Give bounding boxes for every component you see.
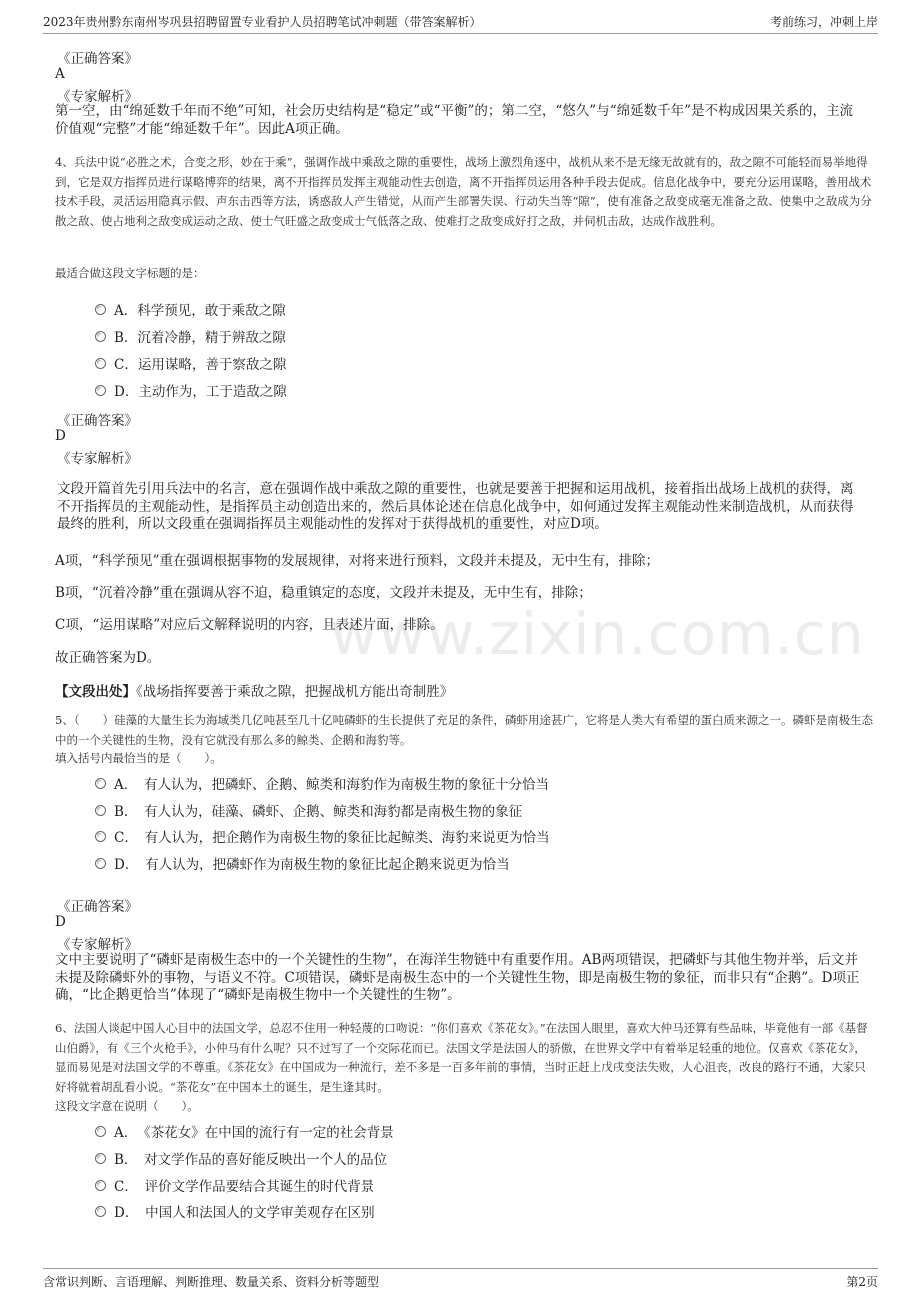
watermark: www.zixin.com.cn bbox=[330, 600, 865, 668]
q5-question: 填入括号内最恰当的是（ ）。 bbox=[55, 751, 222, 765]
q4-analysis-b: B项，“沉着冷静”重在强调从容不迫，稳重镇定的态度，文段并未提及，无中生有，排除； bbox=[55, 585, 592, 601]
page-header bbox=[43, 10, 878, 34]
q4-answer-label: 《正确答案》 bbox=[57, 413, 138, 429]
radio-icon[interactable] bbox=[95, 331, 106, 342]
q6-question: 这段文字意在说明（ ）。 bbox=[55, 1099, 199, 1113]
radio-icon[interactable] bbox=[95, 385, 106, 396]
q3-analysis-label: 《专家解析》 bbox=[57, 89, 138, 105]
q4-stem: 4、兵法中说“必胜之术，合变之形，妙在于乘”，强调作战中乘敌之隙的重要性，战场上激烈角逐中，战机从来不是无缘无故就有的，敌之隙不可能轻而易举地得到，它是双方指挥员进行谋略博弈的结果，离不开指挥员发挥主观能动性去创造，离不开指挥员运用各种手段去促成。信息化战争中，要充分运用谋略，善用战术技术手段，灵活运用隐真示假、声东击西等方法，诱惑敌人产生错觉，从而产生部署失误、行动失当等“隙”，使有准备之敌变成毫无准备之敌、使集中之敌成为分散之敌、使占地利之敌变成运动之敌、使士气旺盛之敌变成士气低落之敌、使难打之敌变成好打之敌，并伺机击敌，达成作战胜利。 bbox=[55, 155, 872, 228]
q5-stem: 5、（ ）硅藻的大量生长为海域类几亿吨甚至几十亿吨磷虾的生长提供了充足的条件，磷虾用途甚广，它将是人类大有希望的蛋白质来源之一。磷虾是南极生态中的一个关键性的生物，没有它就没有那么多的鲸类、企鹅和海豹等。 bbox=[55, 713, 874, 747]
page-number: 第2页 bbox=[846, 1275, 878, 1289]
q4-analysis: 文段开篇首先引用兵法中的名言，意在强调作战中乘敌之隙的重要性，也就是要善于把握和运用战机，接着指出战场上战机的获得，离不开指挥员的主观能动性，是指挥员主动创造出来的，然后具体论述在信息化战争中，如何通过发挥主观能动性来制造战机，从而获得最终的胜利，所以文段重在强调指挥员主观能动性的发挥对于获得战机的重要性，对应D项。 bbox=[57, 481, 854, 532]
q4-analysis-label: 《专家解析》 bbox=[57, 451, 138, 467]
q5-analysis-label: 《专家解析》 bbox=[57, 937, 138, 953]
q4-answer: D bbox=[55, 428, 66, 444]
radio-icon[interactable] bbox=[95, 778, 106, 789]
q3-answer: A bbox=[55, 66, 65, 82]
footer-topics: 含常识判断、言语理解、判断推理、数量关系、资料分析等题型 bbox=[43, 1275, 380, 1289]
q5-analysis: 文中主要说明了“磷虾是南极生态中的一个关键性的生物”，在海洋生物链中有重要作用。AB两项错误，把磷虾与其他生物并举，后文并未提及除磷虾外的事物，与语义不符。C项错误，磷虾是南极生态中的一个关键性生物，即是南极生物的象征，而非只有“企鹅”。D项正确，“比企鹅更恰当”体现了“磷虾是南极生物中一个关键性的生物”。 bbox=[55, 952, 860, 1003]
q4-analysis-a: A项，“科学预见”重在强调根据事物的发展规律，对将来进行预料，文段并未提及，无中生有，排除； bbox=[55, 553, 660, 569]
source-label: 【文段出处】 bbox=[55, 684, 136, 700]
radio-icon[interactable] bbox=[95, 1153, 106, 1164]
radio-icon[interactable] bbox=[95, 304, 106, 315]
radio-icon[interactable] bbox=[95, 831, 106, 842]
q5-answer: D bbox=[55, 914, 66, 930]
q4-source bbox=[55, 680, 453, 700]
q5-answer-label: 《正确答案》 bbox=[57, 899, 138, 915]
source-title: 《战场指挥要善于乘敌之隙，把握战机方能出奇制胜》 bbox=[136, 684, 454, 700]
radio-icon[interactable] bbox=[95, 1180, 106, 1191]
radio-icon[interactable] bbox=[95, 358, 106, 369]
q4-conclusion: 故正确答案为D。 bbox=[55, 650, 161, 666]
q4-analysis-c: C项，“运用谋略”对应后文解释说明的内容，且表述片面，排除。 bbox=[55, 617, 444, 633]
radio-icon[interactable] bbox=[95, 1206, 106, 1217]
document-title: 2023年贵州黔东南州岑巩县招聘留置专业看护人员招聘笔试冲刺题（带答案解析） bbox=[43, 15, 482, 29]
q3-analysis: 第一空，由“绵延数千年而不绝”可知，社会历史结构是“稳定”或“平衡”的；第二空，“悠久”与“绵延数千年”是不构成因果关系的，主流价值观“完整”才能“绵延数千年”。因此A项正确。 bbox=[55, 103, 854, 137]
header-slogan: 考前练习，冲刺上岸 bbox=[769, 15, 878, 29]
q3-answer-label: 《正确答案》 bbox=[57, 51, 138, 67]
radio-icon[interactable] bbox=[95, 858, 106, 869]
q6-stem: 6、法国人谈起中国人心目中的法国文学，总忍不住用一种轻蔑的口吻说：“你们喜欢《茶花女》。”在法国人眼里，喜欢大仲马还算有些品味，毕竟他有一部《基督山伯爵》，有《三个火枪手》，小仲马有什么呢？只不过写了一个交际花而已。法国文学是法国人的骄傲，在世界文学中有着举足轻重的地位。仅喜欢《茶花女》，显而易见是对法国文学的不尊重。《茶花女》在中国成为一种流行，差不多是一百多年前的事情，当时正赶上戊戌变法失败，人心沮丧，改良的路行不通，大家只好将就着胡乱看小说。“茶花女”在中国本土的诞生，是生逢其时。 bbox=[55, 1021, 868, 1094]
radio-icon[interactable] bbox=[95, 805, 106, 816]
radio-icon[interactable] bbox=[95, 1126, 106, 1137]
q4-question: 最适合做这段文字标题的是： bbox=[55, 266, 205, 280]
page-footer bbox=[43, 1268, 878, 1292]
